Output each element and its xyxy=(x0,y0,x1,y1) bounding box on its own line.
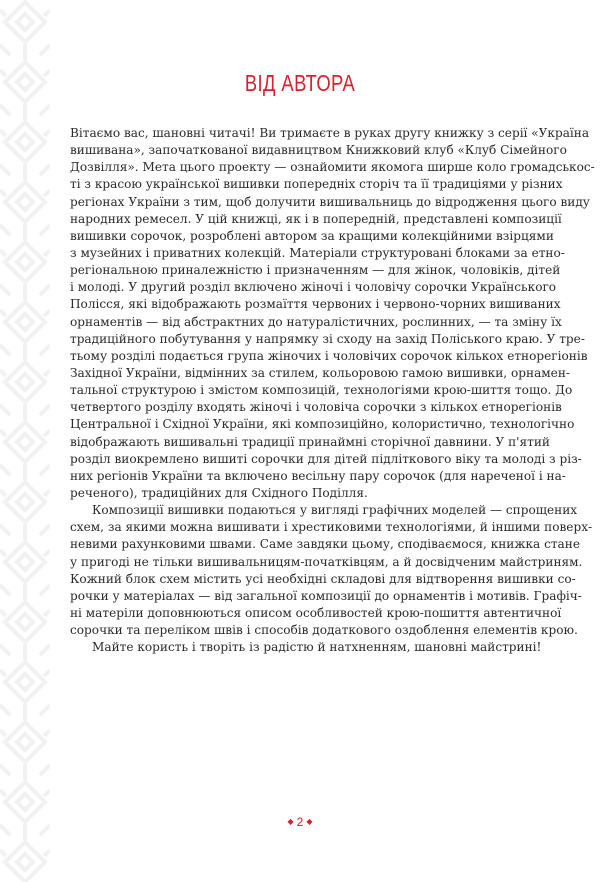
text-line: традиційного побутування у напрямку зі сходу на захід Поліського краю. У тре- xyxy=(70,331,585,346)
text-line: і молоді. У другий розділ включено жіночі і чоловічу сорочки Українського xyxy=(70,280,557,295)
text-line: Західної України, відмінних за стилем, кольоровою гамою вишивки, орнамен- xyxy=(70,365,570,380)
text-line: народних ремесел. У цій книжці, як і в попередній, представлені композиції xyxy=(70,211,562,226)
text-line: Вітаємо вас, шановні читачі! Ви тримаєте в руках другу книжку з серії «Україна xyxy=(70,126,590,140)
text-line: вишивки сорочок, розроблені автором за кращими колекційними взірцями xyxy=(70,228,554,243)
text-line: з музейних і приватних колекцій. Матеріали структуровані блоками за етно- xyxy=(70,245,565,260)
foreword-text xyxy=(70,125,595,656)
text-line: Кожний блок схем містить усі необхідні складові для відтворення вишивки со- xyxy=(70,571,576,586)
text-line: орнаментів — від абстрактних до натуралістичних, рослинних, — та зміну їх xyxy=(70,314,562,329)
text-line: ні матеріли доповнюються описом особливостей крою-пошиття автентичної xyxy=(70,605,562,620)
text-line: тальної структурою і змістом композицій, технологіями крою-шиття тощо. До xyxy=(70,383,573,398)
ornament-right-icon: ◆ xyxy=(306,817,313,826)
text-line: сорочки та переліком швів і способів додаткового оздоблення елементів крою. xyxy=(70,623,578,638)
text-line: четвертого розділу входять жіночі і чоловіча сорочки з кількох етнорегіонів xyxy=(70,400,562,415)
text-line: реченого), традиційних для Східного Поділля. xyxy=(70,485,368,500)
text-line: рочки у матеріалах — від загальної композиції до орнаментів і мотивів. Графіч- xyxy=(70,588,582,603)
text-line: невими рахунковими швами. Саме завдяки цьому, сподіваємося, книжка стане xyxy=(70,537,580,552)
ornament-left-icon: ◆ xyxy=(287,817,294,826)
text-line: регіональною приналежністю і призначенням — для жінок, чоловіків, дітей xyxy=(70,263,561,278)
text-line: Центральної і Східної України, які композиційно, колористично, технологічно xyxy=(70,417,575,432)
text-line: Полісся, які відображають розмаїття червоних і червоно-чорних вишиваних xyxy=(70,297,561,312)
text-line: них регіонів України та включено весільну пару сорочок (для нареченої і на- xyxy=(70,468,566,483)
text-line: тьому розділі подається група жіночих і чоловічих сорочок кількох етнорегіонів xyxy=(70,348,588,363)
text-line: Майте користь і творіть із радістю й натхненням, шановні майстрині! xyxy=(92,640,542,655)
text-line: Композиції вишивки подаються у вигляді графічних моделей — спрощених xyxy=(92,503,578,518)
text-line: схем, за якими можна вишивати і хрестиковими технологіями, й іншими поверх- xyxy=(70,520,593,535)
page-title: ВІД АВТОРА xyxy=(244,70,356,96)
text-line: регіонах України з тим, щоб долучити вишивальниць до відродження цього виду xyxy=(70,194,590,209)
embroidery-pattern-strip xyxy=(0,0,50,882)
text-line: ті з красою української вишивки попередніх сторіч та її традиціями у різних xyxy=(70,177,563,192)
page-number xyxy=(0,815,600,829)
page-number-value: 2 xyxy=(296,815,304,829)
text-line: вишивана», започаткованої видавництвом Книжковий клуб «Клуб Сімейного xyxy=(70,143,567,158)
text-line: відображають вишивальні традиції принаймні сторічної давнини. У п'ятий xyxy=(70,434,550,449)
text-line: у пригоді не тільки вишивальницям-початківцям, а й досвідченим майстриням. xyxy=(70,554,583,569)
text-line: Дозвілля». Мета цього проекту — ознайомити якомога ширше коло громадськос- xyxy=(70,160,595,175)
text-line: розділ виокремлено вишиті сорочки для дітей підліткового віку та молоді з різ- xyxy=(70,451,582,466)
